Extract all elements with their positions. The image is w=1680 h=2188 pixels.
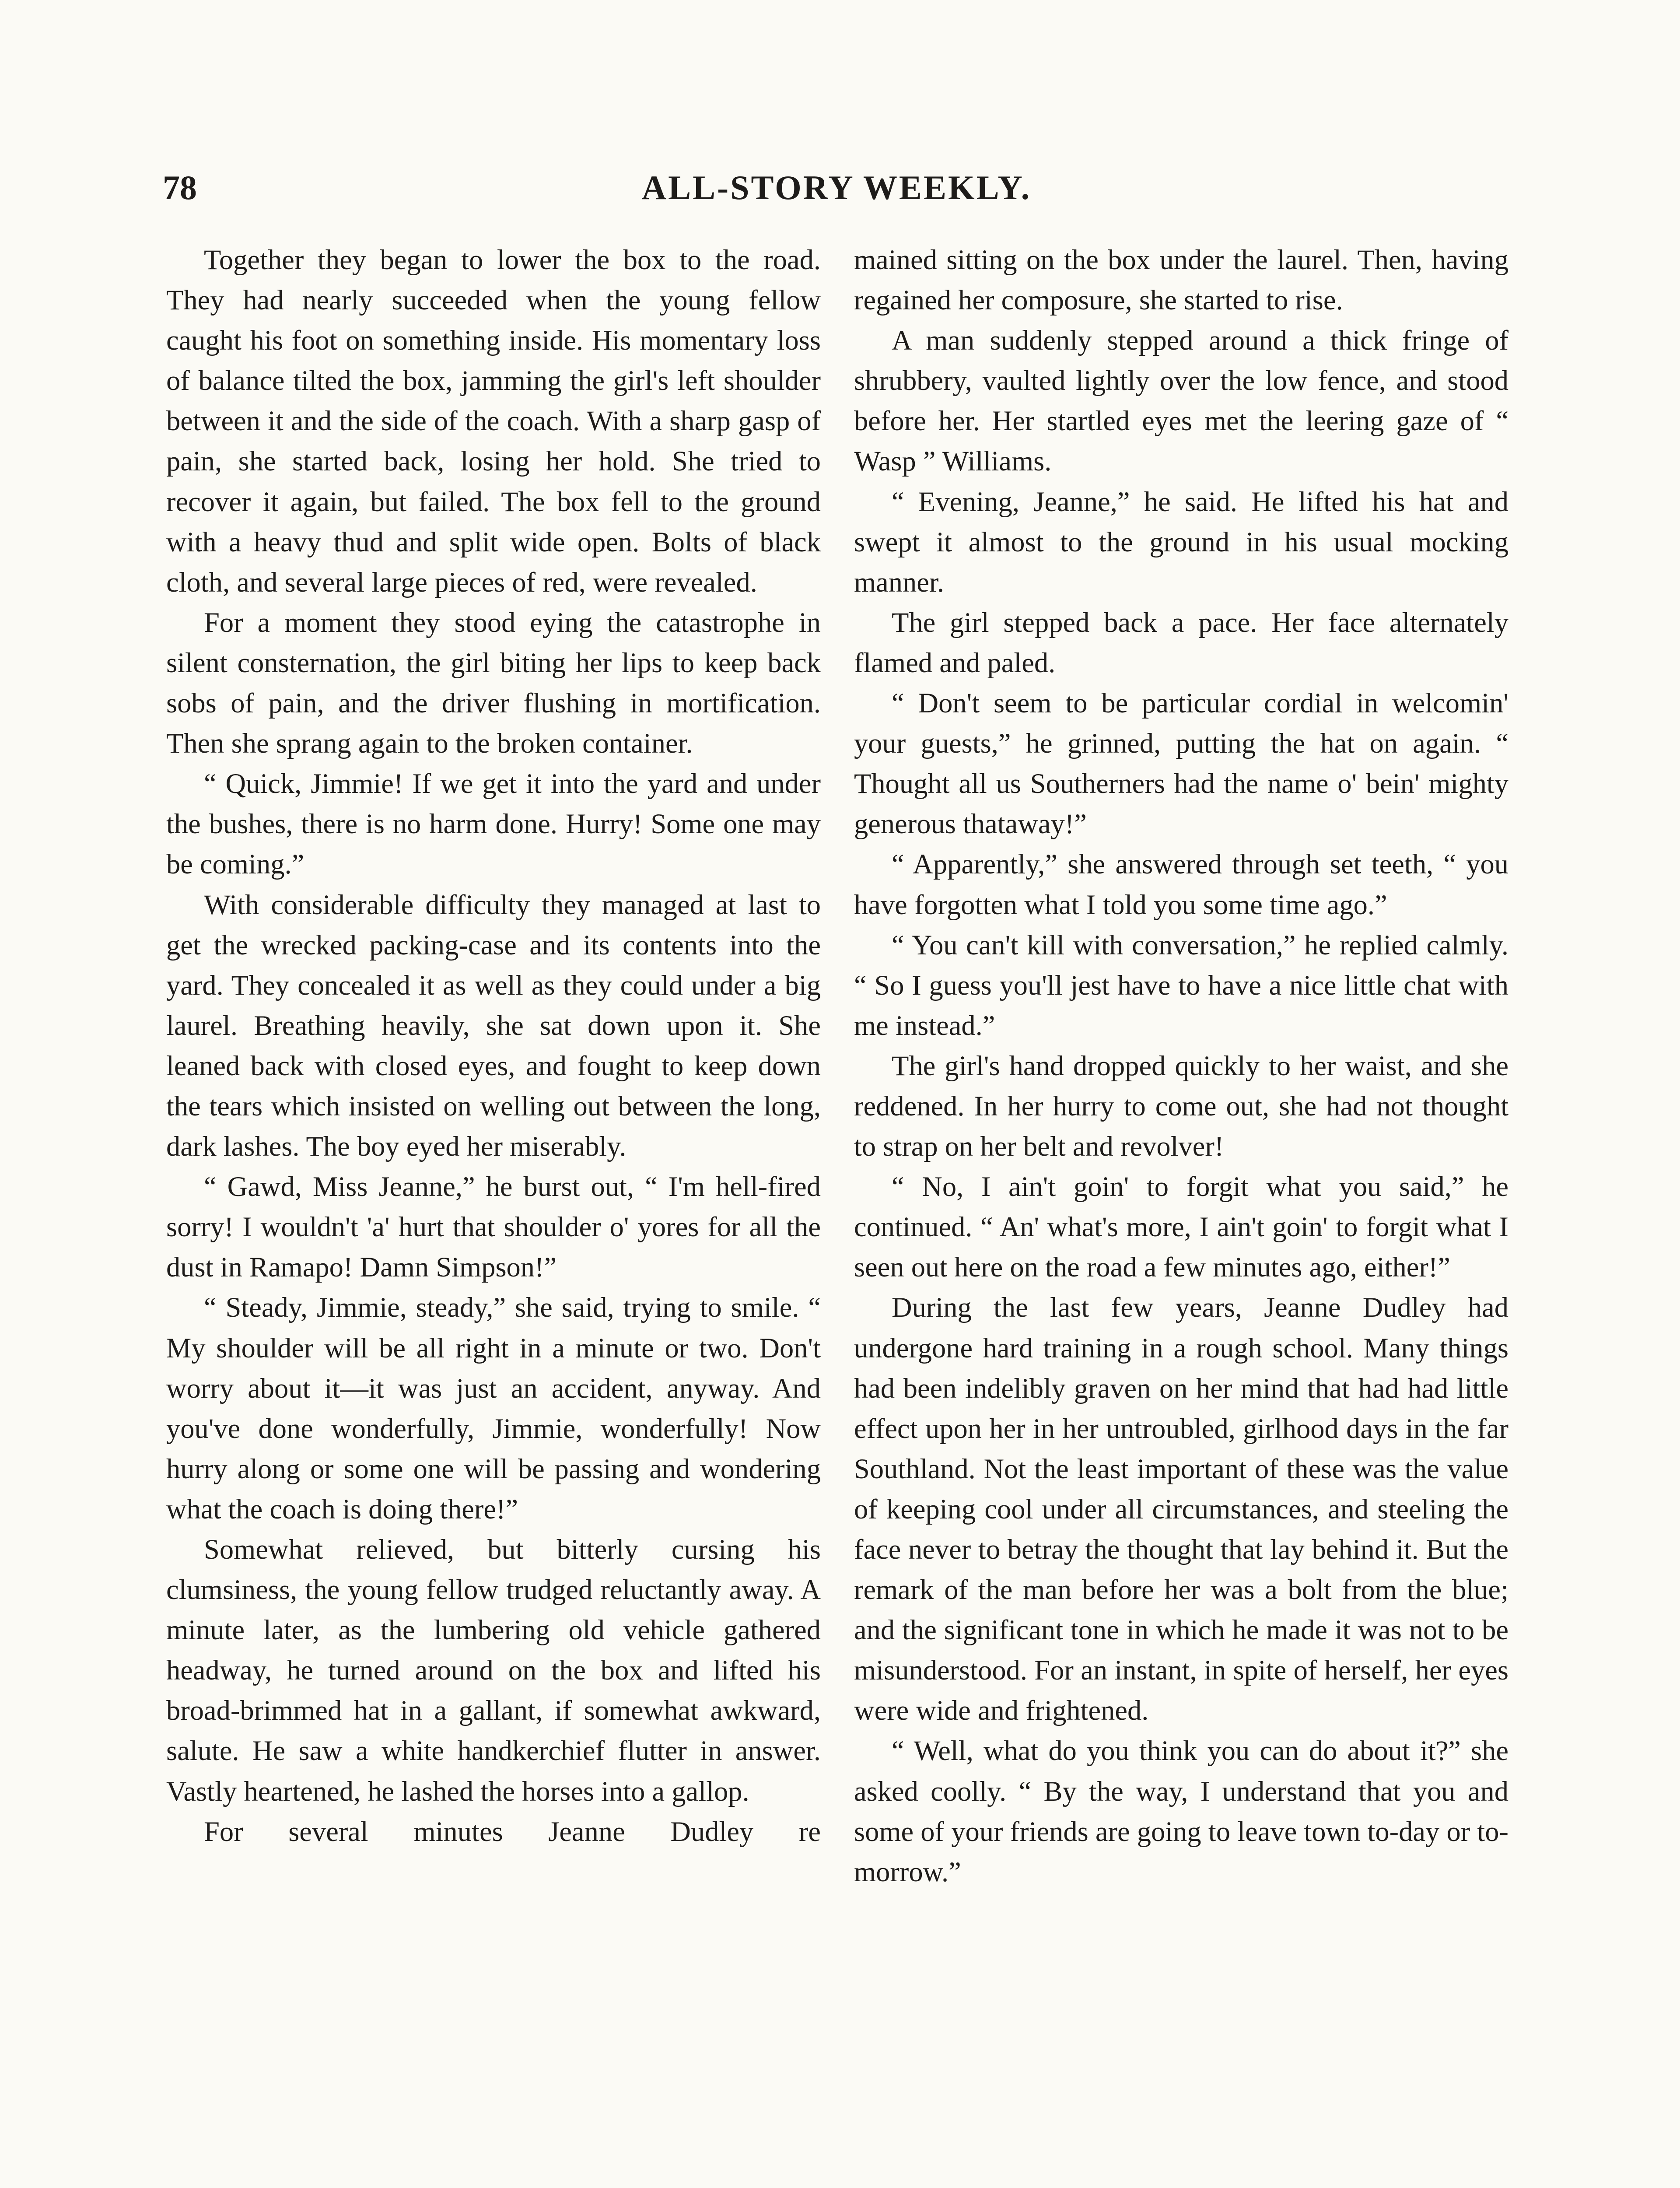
paragraph: Somewhat relieved, but bitterly cursing his clumsiness, the young fellow trudged reluctantly away. A minute later, as the lumbering old vehicle gathered headway, he turned around on the box and lifted his broad-brimmed hat in a gallant, if somewhat awkward, salute. He saw a white handkerchief flutter in answer. Vastly heartened, he lashed the horses into a gallop.: [166, 1534, 821, 1807]
left-column: [166, 240, 821, 1852]
right-column: [854, 240, 1508, 1892]
paragraph: “ Well, what do you think you can do about it?” she asked coolly. “ By the way, I understand that you and some of your friends are going to leave town to-day or to-morrow.”: [854, 1735, 1508, 1887]
paragraph: Together they began to lower the box to the road. They had nearly succeeded when the young fellow caught his foot on something inside. His momentary loss of balance tilted the box, jamming the girl's left shoulder between it and the side of the coach. With a sharp gasp of pain, she started back, losing her hold. She tried to recover it again, but failed. The box fell to the ground with a heavy thud and split wide open. Bolts of black cloth, and several large pieces of red, were revealed.: [166, 244, 821, 598]
paragraph: A man suddenly stepped around a thick fringe of shrubbery, vaulted lightly over the low fence, and stood before her. Her startled eyes met the leering gaze of “ Wasp ” Williams.: [854, 325, 1508, 477]
paragraph: “ You can't kill with conversation,” he replied calmly. “ So I guess you'll jest have to have a nice little chat with me instead.”: [854, 929, 1508, 1041]
paragraph: For several minutes Jeanne Dudley re: [204, 1816, 821, 1847]
paragraph: The girl stepped back a pace. Her face alternately flamed and paled.: [854, 607, 1508, 678]
paragraph: The girl's hand dropped quickly to her waist, and she reddened. In her hurry to come out, she had not thought to strap on her belt and revolver!: [854, 1050, 1508, 1162]
paragraph: “ No, I ain't goin' to forgit what you said,” he continued. “ An' what's more, I ain't goin' to forgit what I seen out here on the road a few minutes ago, either!”: [854, 1171, 1508, 1283]
paragraph: With considerable difficulty they managed at last to get the wrecked packing-case and its contents into the yard. They concealed it as well as they could under a big laurel. Breathing heavily, she sat down upon it. She leaned back with closed eyes, and fought to keep down the tears which insisted on welling out between the long, dark lashes. The boy eyed her miserably.: [166, 889, 821, 1162]
paragraph: “ Don't seem to be particular cordial in welcomin' your guests,” he grinned, putting the hat on again. “ Thought all us Southerners had the name o' bein' mighty generous thataway!”: [854, 687, 1508, 840]
paragraph: “ Quick, Jimmie! If we get it into the yard and under the bushes, there is no harm done. Hurry! Some one may be coming.”: [166, 768, 821, 880]
paragraph: mained sitting on the box under the laurel. Then, having regained her composure, she started to rise.: [854, 244, 1508, 316]
page-number: 78: [163, 168, 197, 207]
paragraph: “ Gawd, Miss Jeanne,” he burst out, “ I'm hell-fired sorry! I wouldn't 'a' hurt that shoulder o' yores for all the dust in Ramapo! Damn Simpson!”: [166, 1171, 821, 1283]
paragraph: During the last few years, Jeanne Dudley had undergone hard training in a rough school. Many things had been indelibly graven on her mind that had had little effect upon her in her untroubled, girlhood days in the far Southland. Not the least important of these was the value of keeping cool under all circumstances, and steeling the face never to betray the thought that lay behind it. But the remark of the man before her was a bolt from the blue; and the significant tone in which he made it was not to be misunderstood. For an instant, in spite of herself, her eyes were wide and frightened.: [854, 1292, 1508, 1726]
magazine-title: ALL-STORY WEEKLY.: [641, 168, 1032, 207]
paragraph: “ Apparently,” she answered through set teeth, “ you have forgotten what I told you some time ago.”: [854, 849, 1508, 920]
page-header: [163, 168, 1510, 216]
paragraph: “ Steady, Jimmie, steady,” she said, trying to smile. “ My shoulder will be all right in a minute or two. Don't worry about it—it was just an accident, anyway. And you've done wonderfully, Jimmie, wonderfully! Now hurry along or some one will be passing and wondering what the coach is doing there!”: [166, 1292, 821, 1525]
paragraph: For a moment they stood eying the catastrophe in silent consternation, the girl biting her lips to keep back sobs of pain, and the driver flushing in mortification. Then she sprang again to the broken container.: [166, 607, 821, 759]
paragraph: “ Evening, Jeanne,” he said. He lifted his hat and swept it almost to the ground in his usual mocking manner.: [854, 486, 1508, 598]
